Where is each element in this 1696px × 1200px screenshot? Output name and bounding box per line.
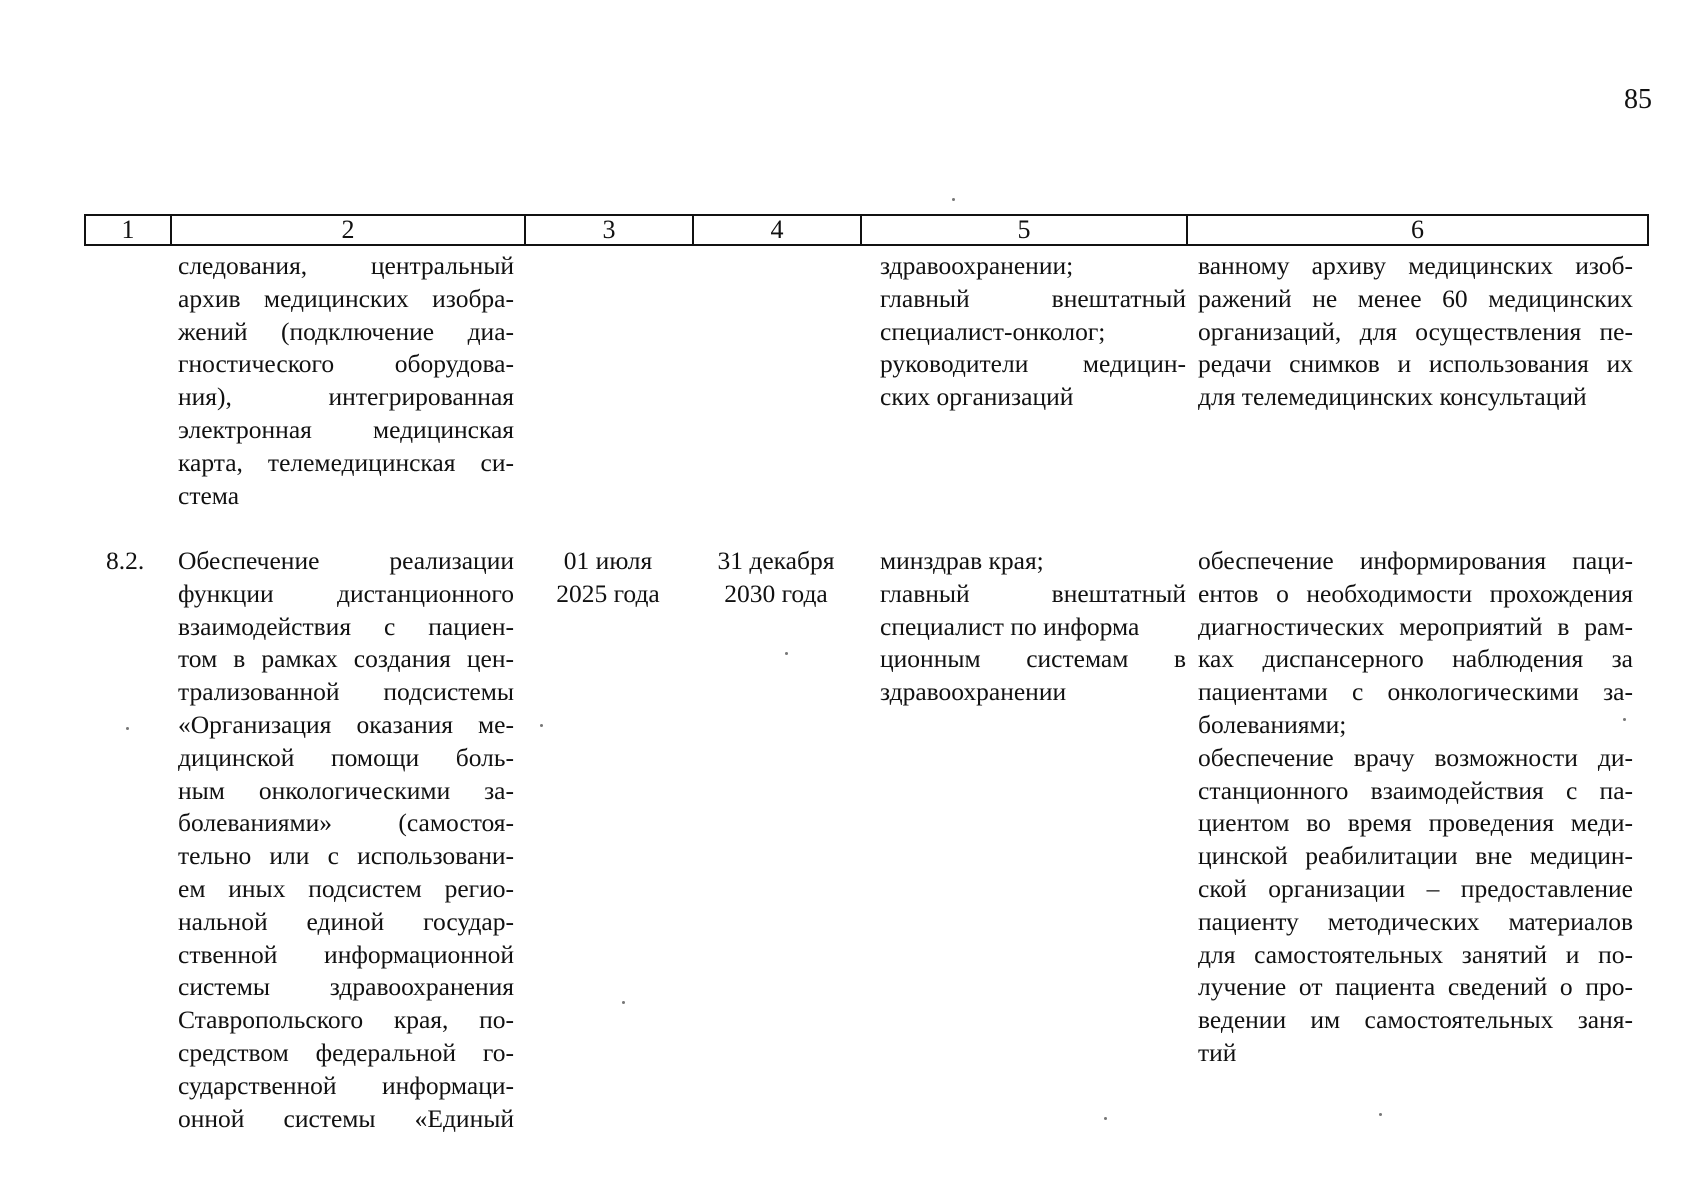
text-line: системы здравоохранения	[178, 972, 514, 1002]
text-line: электронная медицинская	[178, 414, 514, 444]
text-line: циентом во время проведения меди-	[1198, 808, 1633, 838]
text-line: взаимодействия с пациен-	[178, 611, 514, 641]
row-number-cell	[84, 545, 178, 1135]
text-line: Обеспечение реализации	[178, 546, 514, 575]
text-line: ем иных подсистем регио-	[178, 873, 514, 903]
text-line: карта, телемедицинская си-	[178, 447, 514, 477]
start-date-line: 2025 года	[556, 578, 660, 608]
scan-speck	[622, 1001, 625, 1004]
text-line: пациенту методических материалов	[1198, 906, 1633, 936]
scan-speck	[1623, 718, 1626, 721]
text-line: трализованной подсистемы	[178, 677, 514, 707]
text-line: следования, центральный	[178, 251, 514, 280]
row-description-cell	[178, 250, 514, 512]
header-col-6: 6	[1411, 215, 1424, 244]
text-line: Ставропольского края, по-	[178, 1005, 514, 1035]
text-line: ражений не менее 60 медицинских	[1198, 283, 1633, 313]
text-line: главный внештатный	[880, 578, 1186, 608]
row-end-date-cell	[692, 250, 860, 512]
text-line: цинской реабилитации вне медицин-	[1198, 841, 1633, 871]
text-line: тельно или с использовани-	[178, 841, 514, 871]
header-col-2: 2	[172, 216, 526, 244]
scan-speck	[1379, 1113, 1382, 1116]
text-line: тий	[1198, 1037, 1237, 1067]
header-col-4: 4	[694, 216, 862, 244]
text-line: функции дистанционного	[178, 578, 514, 608]
row-result-cell	[1186, 250, 1633, 512]
scan-speck	[785, 652, 788, 655]
start-date-line: 01 июля	[563, 546, 653, 575]
text-line: минздрав края;	[880, 546, 1044, 575]
text-line: ванному архиву медицинских изоб-	[1198, 251, 1633, 280]
scan-speck	[126, 727, 129, 730]
text-line: ских организаций	[880, 382, 1074, 412]
scan-speck	[540, 724, 543, 727]
row-start-date-cell	[514, 545, 692, 1135]
text-line: дицинской помощи боль-	[178, 742, 514, 772]
row-result-cell	[1186, 545, 1633, 1135]
text-line: ках диспансерного наблюдения за	[1198, 644, 1633, 674]
scan-speck	[952, 198, 955, 201]
text-line: «Организация оказания ме-	[178, 709, 514, 739]
text-line: организаций, для осуществления пе-	[1198, 316, 1633, 346]
text-line: обеспечение информирования паци-	[1198, 546, 1633, 575]
text-line: ционным системам в	[880, 644, 1186, 674]
text-line: специалист-онколог;	[880, 316, 1106, 346]
text-line: ской организации – предоставление	[1198, 873, 1633, 903]
table-header-row	[84, 214, 1649, 246]
text-line: руководители медицин-	[880, 349, 1186, 379]
text-line: сударственной информаци-	[178, 1070, 514, 1100]
end-date-line: 31 декабря	[717, 546, 835, 575]
row-responsible-cell	[860, 545, 1186, 1135]
header-col-5: 5	[862, 216, 1188, 244]
row-description-cell	[178, 545, 514, 1135]
text-line: диагностических мероприятий в рам-	[1198, 611, 1633, 641]
row-number: 8.2.	[106, 546, 145, 575]
table-row	[84, 250, 1649, 512]
header-col-3: 3	[526, 216, 694, 244]
text-line: пациентами с онкологическими за-	[1198, 677, 1633, 707]
text-line: главный внештатный	[880, 283, 1186, 313]
text-line: болеваниями;	[1198, 709, 1347, 739]
scan-speck	[1104, 1117, 1107, 1120]
text-line: ведении им самостоятельных заня-	[1198, 1005, 1633, 1035]
text-line: обеспечение врачу возможности ди-	[1198, 742, 1633, 772]
text-line: станционного взаимодействия с па-	[1198, 775, 1633, 805]
text-line: онной системы «Единый	[178, 1103, 514, 1133]
text-line: архив медицинских изобра-	[178, 283, 514, 313]
text-line: жений (подключение диа-	[178, 316, 514, 346]
row-responsible-cell	[860, 250, 1186, 512]
text-line: лучение от пациента сведений о про-	[1198, 972, 1633, 1002]
text-line: ния), интегрированная	[178, 382, 514, 412]
text-line: редачи снимков и использования их	[1198, 349, 1633, 379]
page-number: 85	[1624, 84, 1652, 115]
text-line: для самостоятельных занятий и по-	[1198, 939, 1633, 969]
text-line: здравоохранении;	[880, 251, 1074, 280]
row-number-cell	[84, 250, 178, 512]
text-line: гностического оборудова-	[178, 349, 514, 379]
end-date-line: 2030 года	[724, 578, 828, 608]
text-line: стема	[178, 480, 240, 510]
text-line: специалист по информа	[880, 611, 1140, 641]
text-line: болеваниями» (самостоя-	[178, 808, 514, 838]
row-end-date-cell	[692, 545, 860, 1135]
text-line: здравоохранении	[880, 677, 1067, 707]
row-start-date-cell	[514, 250, 692, 512]
header-col-1: 1	[86, 216, 172, 244]
text-line: средством федеральной го-	[178, 1037, 514, 1067]
table-row	[84, 545, 1649, 1135]
text-line: том в рамках создания цен-	[178, 644, 514, 674]
text-line: ным онкологическими за-	[178, 775, 514, 805]
text-line: для телемедицинских консультаций	[1198, 382, 1587, 412]
text-line: ентов о необходимости прохождения	[1198, 578, 1633, 608]
text-line: ственной информационной	[178, 939, 514, 969]
text-line: нальной единой государ-	[178, 906, 514, 936]
